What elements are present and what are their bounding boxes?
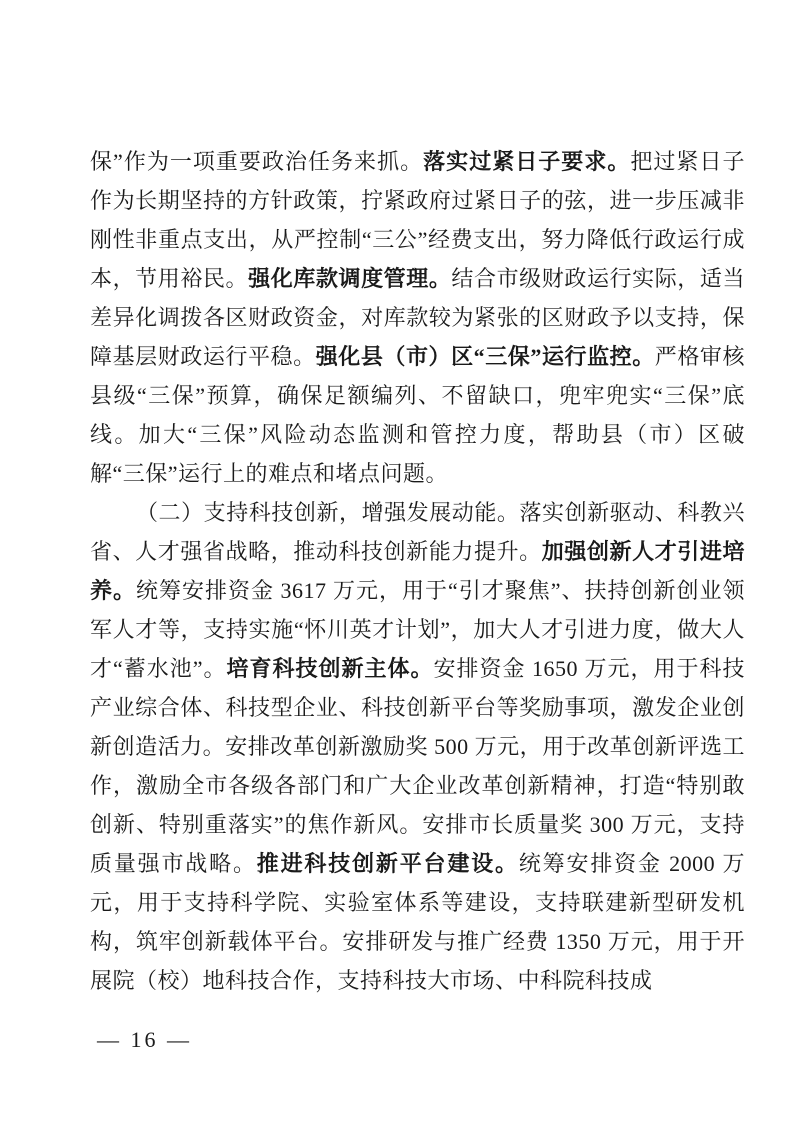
bold-phrase: 强化库款调度管理。 [248, 266, 452, 291]
bold-phrase: 落实过紧日子要求。 [423, 149, 631, 174]
document-body [90, 142, 745, 1000]
text-run: 把过紧日子作为长期坚持的方针政策，拧紧政府过紧日子的弦，进一步压减非刚性非重点支出，从严控制“三公”经费支出，努力降低行政运行成本，节用裕民。 [90, 149, 745, 291]
text-run: 安排资金 1650 万元，用于科技产业综合体、科技型企业、科技创新平台等奖励事项，激发企业创新创造活力。安排改革创新激励奖 500 万元，用于改革创新评选工作，激励全市各级各部门和广大企业改革创新精神，打造“特别敢创新、特别重落实”的焦作新风。安排市长质量奖 300 万元，支持质量强市战略。 [90, 656, 745, 876]
text-run: 统筹安排资金 3617 万元，用于“引才聚焦”、扶持创新创业领军人才等，支持实施“怀川英才计划”，加大人才引进力度，做大人才“蓄水池”。 [90, 578, 745, 681]
text-run: 严格审核县级“三保”预算，确保足额编列、不留缺口，兜牢兜实“三保”底线。加大“三保”风险动态监测和管控力度，帮助县（市）区破解“三保”运行上的难点和堵点问题。 [90, 344, 745, 486]
bold-phrase: 推进科技创新平台建设。 [256, 851, 519, 876]
text-run: 统筹安排资金 2000 万元，用于支持科学院、实验室体系等建设，支持联建新型研发机构，筑牢创新载体平台。安排研发与推广经费 1350 万元，用于开展院（校）地科技合作，支持科技大市场、中科院科技成 [90, 851, 745, 993]
text-run: 结合市级财政运行实际，适当差异化调拨各区财政资金，对库款较为紧张的区财政予以支持，保障基层财政运行平稳。 [90, 266, 745, 369]
text-run: 落实创新驱动、科教兴省、人才强省战略，推动科技创新能力提升。 [90, 500, 745, 564]
section-heading: （二）支持科技创新，增强发展动能。 [136, 500, 520, 525]
bold-phrase: 培育科技创新主体。 [226, 656, 434, 681]
paragraph [90, 493, 745, 1000]
text-run: 保”作为一项重要政治任务来抓。 [90, 149, 424, 174]
paragraph [90, 142, 745, 493]
page-number: — 16 — [97, 1027, 192, 1052]
bold-phrase: 加强创新人才引进培养。 [90, 539, 745, 603]
bold-phrase: 强化县（市）区“三保”运行监控。 [315, 344, 655, 369]
